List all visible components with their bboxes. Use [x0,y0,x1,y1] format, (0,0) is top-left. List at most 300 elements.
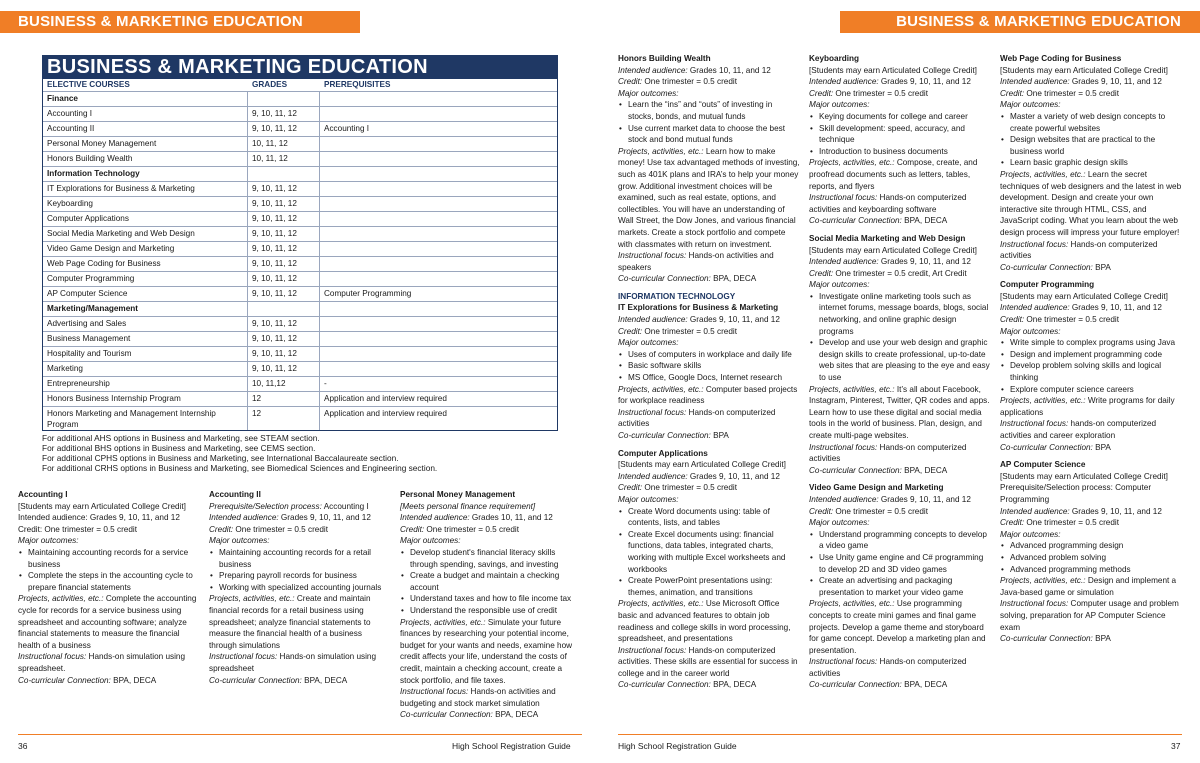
line-value: BPA, DECA [710,274,757,284]
line-label: Credit: [618,483,643,493]
labeled-line [809,157,991,192]
labeled-line [1000,302,1182,314]
labeled-line [209,651,387,674]
italic-line: Major outcomes: [809,518,870,528]
line-label: Instructional focus: [809,442,878,452]
line-value: One trimester = 0.5 credit [1024,518,1120,528]
course-title: Social Media Marketing and Web Design [809,233,966,243]
line-value: BPA [1092,442,1111,452]
line-label: Projects, activities, etc.: [809,599,895,609]
line-label: Credit: [209,524,234,534]
italic-line: Major outcomes: [809,280,870,290]
course-grades: 9, 10, 11, 12 [248,242,320,256]
table-section-row [43,301,557,316]
line-label: Intended audience: [618,315,688,325]
course-prerequisites: Computer Programming [324,289,412,298]
course-grades: 10, 11, 12 [248,137,320,151]
table-row [43,271,557,286]
labeled-line [809,442,991,465]
line-label: Co-curricular Connection: [809,680,902,690]
course-grades: 9, 10, 11, 12 [248,212,320,226]
line-label: Co-curricular Connection: [1000,442,1093,452]
outcome-item: • Maintaining accounting records for a retail business [209,547,387,570]
outcome-item: • Maintaining accounting records for a service business [18,547,204,570]
labeled-line [809,76,991,88]
outcome-item: • MS Office, Google Docs, Internet research [618,372,800,384]
outcomes-list [809,111,991,157]
line-label: Credit: [809,88,834,98]
course-prerequisites: Application and interview required [324,394,447,403]
line-value: Grades 9, 10, 11, and 12 [878,77,971,87]
course-prerequisites [320,362,557,376]
course-name: Web Page Coding for Business [43,257,248,271]
italic-line: Major outcomes: [618,494,679,504]
line-label: Co-curricular Connection: [809,216,902,226]
line-label: Projects, activities, etc.: [809,158,895,168]
course-name: Marketing [43,362,248,376]
course-name: IT Explorations for Business & Marketing [43,182,248,196]
course-prerequisites [320,137,557,151]
table-row [43,316,557,331]
info-line: [Students may earn Articulated College Credit] [809,65,977,75]
course-grades: 10, 11, 12 [248,152,320,166]
right-page-number: 37 [1171,741,1181,751]
line-value: Hands-on computerized activities and keyboarding software [809,193,967,214]
course-name: Computer Applications [43,212,248,226]
course-column-3 [400,489,582,727]
course-grades: 9, 10, 11, 12 [248,347,320,361]
outcome-item: • Create an advertising and packaging presentation to market your video game [809,575,991,598]
line-value: BPA, DECA [901,216,948,226]
table-header-row [43,79,557,91]
course-prerequisites [320,212,557,226]
course-column-2 [209,489,387,692]
line-value: Accounting I [321,501,369,511]
line-label: Intended audience: [209,513,279,523]
labeled-line [400,512,582,524]
course-name: Advertising and Sales [43,317,248,331]
line-value: One trimester = 0.5 credit [833,506,929,516]
line-label: Credit: [1000,518,1025,528]
course-grades [248,167,320,181]
labeled-line [1000,506,1182,518]
labeled-line [1000,76,1182,88]
line-label: Co-curricular Connection: [18,675,111,685]
line-value: Grades 10, 11, and 12 [469,513,553,523]
course-grades: 9, 10, 11, 12 [248,317,320,331]
course-name: Personal Money Management [43,137,248,151]
info-line: [Students may earn Articulated College Credit] [809,245,977,255]
outcome-item: • Keying documents for college and career [809,111,991,123]
labeled-line [809,192,991,215]
outcome-item: • Preparing payroll records for business [209,570,387,582]
info-line: [Students may earn Articulated College Credit] [618,460,786,470]
labeled-line [18,651,204,674]
course-prerequisites [320,152,557,166]
course-prerequisites: Accounting I [324,124,370,133]
course-column-1 [18,489,204,692]
course-name: Entrepreneurship [43,377,248,391]
italic-line: Major outcomes: [18,536,79,546]
header-elective-courses: ELECTIVE COURSES [47,80,130,89]
course-title: AP Computer Science [1000,460,1086,470]
line-label: Projects, activities, etc.: [209,594,295,604]
line-label: Intended audience: [809,257,879,267]
course-grades: 12 [248,392,320,406]
outcomes-list [618,349,800,384]
line-label: Projects, activities, etc.: [618,599,704,609]
course-block [618,448,800,691]
labeled-line [400,709,582,721]
line-value: BPA, DECA [710,680,757,690]
labeled-line [209,501,387,513]
line-label: Instructional focus: [809,657,878,667]
line-label: Prerequisite/Selection process: [209,501,322,511]
course-name: Accounting II [43,122,248,136]
italic-line: Major outcomes: [1000,326,1061,336]
line-label: Co-curricular Connection: [1000,634,1093,644]
line-label: Credit: [618,326,643,336]
outcome-item: • Learn basic graphic design skills [1000,157,1182,169]
line-value: BPA, DECA [110,675,157,685]
line-value: Simulate your future finances by researching your potential income, budget for your wants and needs, examine how credit affects your life, understand the costs of credit, maintain a checking account, create a stock portfolio, and file taxes. [400,617,573,685]
italic-line: [Meets personal finance requirement] [400,501,536,511]
line-value: It’s all about Facebook, Instagram, Pinterest, Twitter, QR codes and apps. Learn how to use these digital and social media tools in the world of business. Plan, design, and create multi-page websites. [809,384,990,440]
line-value: Hands-on activities and budgeting and stock market simulation [400,687,556,708]
line-value: Grades 9, 10, 11, and 12 [878,257,971,267]
labeled-line [809,88,991,100]
course-grades: 9, 10, 11, 12 [248,107,320,121]
line-label: Co-curricular Connection: [209,675,302,685]
line-label: Co-curricular Connection: [618,274,711,284]
line-value: Learn the secret techniques of web designers and the latest in web development. Design and create your own interactive site through HTML, CSS, and JavaScript coding. What you learn about the web design process will impress your future employer! [1000,169,1182,237]
line-label: Instructional focus: [1000,419,1069,429]
table-row [43,376,557,391]
outcomes-list [400,547,582,617]
labeled-line [809,506,991,518]
line-value: Grades 9, 10, 11, and 12 [1069,506,1162,516]
line-label: Intended audience: [1000,77,1070,87]
outcome-item: • Investigate online marketing tools such as internet forums, message boards, blogs, social networking, and online graphic design programs [809,291,991,337]
course-title: Computer Programming [1000,280,1095,290]
line-value: Grades 9, 10, 11, and 12 [687,471,780,481]
line-value: Grades 9, 10, 11, and 12 [1069,77,1162,87]
course-grades: 9, 10, 11, 12 [248,182,320,196]
labeled-line [209,593,387,651]
labeled-line [618,273,800,285]
outcome-item: • Create PowerPoint presentations using: themes, animation, and transitions [618,575,800,598]
table-row [43,151,557,166]
course-prerequisites [320,92,557,106]
info-line: [Students may earn Articulated College Credit] [1000,471,1168,481]
course-grades: 9, 10, 11, 12 [248,257,320,271]
labeled-line [809,384,991,442]
table-body [43,91,557,430]
left-footer-title: High School Registration Guide [452,741,571,751]
course-name: Hospitality and Tourism [43,347,248,361]
outcomes-list [1000,111,1182,169]
labeled-line [618,645,800,680]
labeled-line [209,512,387,524]
course-title: Honors Building Wealth [618,54,711,63]
outcome-item: • Create Word documents using: table of contents, lists, and tables [618,506,800,529]
line-label: Credit: [809,268,834,278]
line-label: Co-curricular Connection: [809,465,902,475]
line-label: Credit: [400,524,425,534]
outcomes-list [618,99,800,145]
outcome-item: • Understand programming concepts to develop a video game [809,529,991,552]
table-row [43,331,557,346]
labeled-line [618,76,800,88]
labeled-line [809,268,991,280]
course-name: Honors Business Internship Program [43,392,248,406]
labeled-line [1000,442,1182,454]
course-title: Personal Money Management [400,490,516,499]
additional-options-notes [42,433,562,473]
outcome-item: • Complete the steps in the accounting cycle to prepare financial statements [18,570,204,593]
labeled-line [209,524,387,536]
line-value: Grades 9, 10, 11, and 12 [878,494,971,504]
course-grades: 9, 10, 11, 12 [248,227,320,241]
outcomes-list [1000,337,1182,395]
labeled-line [618,598,800,644]
outcome-item: • Skill development: speed, accuracy, and technique [809,123,991,146]
note-line: For additional AHS options in Business and Marketing, see STEAM section. [42,433,320,443]
line-label: Instructional focus: [618,407,687,417]
line-value: Use programming concepts to create mini games and final game projects. Develop a game theme and storyboard for game concept. Develop a marketing plan and presentation. [809,599,986,655]
table-row [43,391,557,406]
course-block [209,489,387,686]
line-value: Use Microsoft Office basic and advanced features to obtain job readiness and college skills in word processing, spreadsheet, and presentations [618,599,791,644]
labeled-line [1000,169,1182,239]
outcomes-list [209,547,387,593]
line-value: Hands-on computerized activities. These skills are essential for success in college and in the career world [618,645,798,678]
course-grades: 9, 10, 11, 12 [248,287,320,301]
outcome-item: • Write simple to complex programs using Java [1000,337,1182,349]
course-name: Honors Building Wealth [43,152,248,166]
course-block [1000,53,1182,273]
outcome-item: • Understand taxes and how to file income tax [400,593,582,605]
course-prerequisites [320,242,557,256]
outcome-item: • Use Unity game engine and C# programming to develop 2D and 3D video games [809,552,991,575]
table-section-row [43,166,557,181]
table-row [43,346,557,361]
line-label: Co-curricular Connection: [618,431,711,440]
course-block [809,233,991,476]
line-label: Projects, activities, etc.: [1000,576,1086,586]
line-value: BPA, DECA [492,710,539,720]
line-label: Intended audience: [1000,506,1070,516]
course-prerequisites [320,227,557,241]
course-prerequisites: - [324,379,327,388]
labeled-line [618,314,800,326]
line-value: Computer based projects for workplace readiness [618,384,798,406]
outcome-item: • Understand the responsible use of credit [400,605,582,617]
labeled-line [809,656,991,679]
labeled-line [618,407,800,430]
course-title: Video Game Design and Marketing [809,483,944,493]
line-label: Intended audience: [618,471,688,481]
course-name: Finance [43,92,248,106]
outcome-item: • Develop student's financial literacy skills through spending, savings, and investing [400,547,582,570]
line-value: One trimester = 0.5 credit [1024,315,1120,325]
note-line: For additional CPHS options in Business and Marketing, see International Baccalaureate section. [42,453,399,463]
line-value: Complete the accounting cycle for records for a service business using spreadsheet and accounting software; analyze financial statements to measure the financial health of a business [18,594,197,650]
course-block [1000,279,1182,453]
outcome-item: • Advanced programming design [1000,540,1182,552]
outcome-item: • Design websites that are practical to the business world [1000,134,1182,157]
course-grades [248,92,320,106]
labeled-line [209,675,387,687]
course-title: Keyboarding [809,54,860,63]
line-label: Instructional focus: [618,645,687,655]
table-row [43,256,557,271]
course-block [618,53,800,285]
line-label: Co-curricular Connection: [618,680,711,690]
course-prerequisites [320,332,557,346]
line-label: Credit: [1000,315,1025,325]
line-value: One trimester = 0.5 credit [642,326,738,336]
line-label: Projects, activities, etc.: [1000,169,1086,179]
line-value: One trimester = 0.5 credit [233,524,329,534]
line-value: BPA, DECA [301,675,348,685]
header-prerequisites: PREREQUISITES [324,80,391,89]
course-prerequisites: Application and interview required [324,409,447,418]
line-value: BPA [710,431,729,440]
note-line: For additional CRHS options in Business and Marketing, see Biomedical Sciences and Engineering section. [42,463,438,473]
line-label: Co-curricular Connection: [1000,262,1093,272]
course-block [809,53,991,227]
labeled-line [618,65,800,77]
line-value: Write programs for daily applications [1000,396,1175,417]
course-grades: 9, 10, 11, 12 [248,362,320,376]
table-row [43,196,557,211]
course-name: Information Technology [43,167,248,181]
info-line: Prerequisite/Selection process: Computer Programming [1000,483,1152,504]
line-label: Intended audience: [809,494,879,504]
left-page-number: 36 [18,741,28,751]
line-label: Instructional focus: [1000,239,1069,249]
course-grades: 10, 11,12 [248,377,320,391]
course-block [809,482,991,691]
course-title: Accounting II [209,490,261,499]
labeled-line [618,430,800,442]
course-prerequisites [320,317,557,331]
italic-line: Major outcomes: [1000,529,1061,539]
course-column-4 [618,53,800,697]
line-label: Instructional focus: [1000,599,1069,609]
line-value: One trimester = 0.5 credit [1024,88,1120,98]
outcome-item: • Use current market data to choose the best stock and bond mutual funds [618,123,800,146]
course-prerequisites [320,272,557,286]
line-label: Intended audience: [400,513,470,523]
course-name: Video Game Design and Marketing [43,242,248,256]
labeled-line [809,215,991,227]
labeled-line [809,494,991,506]
line-value: Compose, create, and proofread documents such as letters, tables, reports, and flyers [809,158,978,191]
labeled-line [1000,88,1182,100]
course-prerequisites [320,182,557,196]
line-value: Design and implement a Java-based game or simulation [1000,576,1177,597]
info-line: Credit: One trimester = 0.5 credit [18,524,137,534]
table-row [43,136,557,151]
line-label: Instructional focus: [809,193,878,203]
line-label: Projects, activities, etc.: [1000,396,1086,406]
labeled-line [618,471,800,483]
course-prerequisites [320,107,557,121]
labeled-line [1000,633,1182,645]
labeled-line [1000,418,1182,441]
line-value: Hands-on computerized activities [618,407,776,429]
line-label: Intended audience: [1000,303,1070,313]
course-name: Honors Marketing and Management Internship Program [43,407,248,430]
line-value: Create and maintain financial records for a retail business using spreadsheet; analyze financial statements to measure the financial health of a business through simulations [209,594,371,650]
labeled-line [809,256,991,268]
line-value: Computer usage and problem solving, preparation for AP Computer Science exam [1000,599,1179,632]
line-label: Projects, activities, etc.: [809,384,895,394]
line-label: Instructional focus: [209,652,278,662]
line-value: BPA [1092,262,1111,272]
outcome-item: • Introduction to business documents [809,146,991,158]
labeled-line [18,675,204,687]
outcome-item: • Advanced problem solving [1000,552,1182,564]
italic-line: Major outcomes: [1000,100,1061,110]
outcome-item: • Basic software skills [618,360,800,372]
outcome-item: • Design and implement programming code [1000,349,1182,361]
outcome-item: • Create a budget and maintain a checking account [400,570,582,593]
line-label: Co-curricular Connection: [400,710,493,720]
italic-line: Major outcomes: [809,100,870,110]
italic-line: Major outcomes: [618,338,679,348]
line-value: BPA, DECA [901,465,948,475]
course-name: Accounting I [43,107,248,121]
italic-line: Major outcomes: [209,536,270,546]
section-heading: INFORMATION TECHNOLOGY [618,291,736,301]
table-row [43,226,557,241]
course-prerequisites [320,302,557,316]
italic-line: Major outcomes: [618,88,679,98]
course-title: IT Explorations for Business & Marketing [618,303,779,313]
line-label: Instructional focus: [618,251,687,261]
line-value: One trimester = 0.5 credit [642,77,738,87]
line-label: Projects, activities, etc.: [18,594,104,604]
labeled-line [618,326,800,338]
line-value: One trimester = 0.5 credit [424,524,520,534]
course-name: Business Management [43,332,248,346]
course-title: Computer Applications [618,448,708,458]
labeled-line [1000,598,1182,633]
course-block [1000,459,1182,645]
labeled-line [400,686,582,709]
course-name: AP Computer Science [43,287,248,301]
line-label: Projects, activities, etc.: [400,617,486,627]
course-prerequisites [320,167,557,181]
table-row [43,361,557,376]
line-label: Instructional focus: [400,687,469,697]
labeled-line [1000,517,1182,529]
labeled-line [618,679,800,691]
left-section-band: BUSINESS & MARKETING EDUCATION [0,11,360,33]
line-value: Hands-on activities and speakers [618,251,774,272]
line-label: Intended audience: [809,77,879,87]
course-grades: 9, 10, 11, 12 [248,332,320,346]
line-value: BPA [1092,634,1111,644]
line-value: Hands-on simulation using spreadsheet [209,652,377,673]
course-grades [248,302,320,316]
right-footer-rule [618,734,1182,735]
table-row [43,211,557,226]
table-row [43,121,557,136]
